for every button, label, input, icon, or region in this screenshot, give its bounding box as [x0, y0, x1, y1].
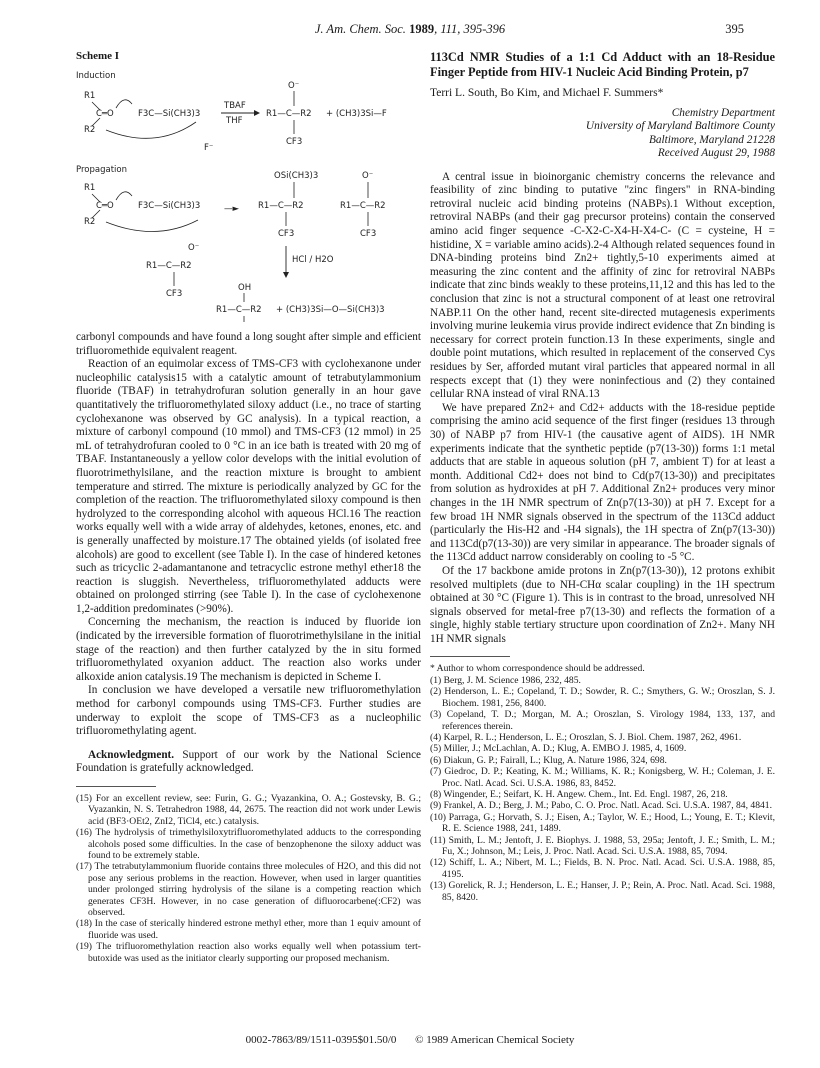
running-header: [0, 22, 820, 40]
scheme-adduct1: R1—C—R2: [266, 109, 312, 119]
scheme-adduct4: R1—C—R2: [146, 261, 192, 271]
footnote-17: (17) The tetrabutylammonium fluoride contains three molecules of H2O, and this did not pose any serious problems in the reaction. However, when used in larger quantities under prolonged stirring hydrolysis of the silane is a competing reaction which generates CF3H. However, in no case generation of difluorocarbene(:CF2) was observed.: [76, 861, 421, 919]
left-paragraph-4: In conclusion we have developed a versatile new trifluoromethylation method for carbonyl compounds using TMS-CF3. Further studies are underway to exploit the scope of TMS-CF3 as a nucleophilic trifluoromethylating agent.: [76, 684, 421, 738]
left-footnotes: [76, 793, 421, 964]
footnote-12: (12) Schiff, L. A.; Nibert, M. L.; Fields, B. N. Proc. Natl. Acad. Sci. U.S.A. 1988, 85, 4195.: [430, 857, 775, 880]
scheme-reagent: F3C—Si(CH3)3: [138, 109, 201, 119]
footer-code: 0002-7863/89/1511-0395$01.50/0: [245, 1034, 397, 1046]
scheme-thf: THF: [226, 116, 243, 126]
scheme-adduct2: R1—C—R2: [258, 201, 304, 211]
footnote-18: (18) In the case of sterically hindered estrone methyl ether, more than 1 equiv amount of fluoride was used.: [76, 918, 421, 941]
scheme-side1: + (CH3)3Si—F: [326, 109, 387, 119]
left-paragraph-3: Concerning the mechanism, the reaction is induced by fluoride ion (indicated by the irreversible formation of fluorotrimethylsilane in the initial stage of the reaction) and then further catalyzed by the in situ formed trifluoromethylated oxyanion adduct. The reaction also works under alkoxide anion catalysis.19 The mechanism is depicted in Scheme I.: [76, 616, 421, 683]
page-number: 395: [725, 22, 744, 36]
received-date: Received August 29, 1988: [657, 147, 775, 160]
article-paragraph-2: We have prepared Zn2+ and Cd2+ adducts with the 18-residue peptide comprising the amino acid sequence of the first finger (residues 13 through 30) of NABP p7 from HIV-1 (the causative agent of AIDS). 1H NMR experiments indicate that the synthetic peptide (p7(13-30)) forms 1:1 metal adducts that are stable in aqueous solution (pH 7, ambient T) for at least a month. Additional Cd2+ does not bind to Cd(p7(13-30)) and precipitates from solution as hydroxides at pH 7. Additional Zn2+ produces very minor changes in the 1H NMR spectrum of Zn(p7(13-30)) at pH 7. Except for a few broad 1H NMR signals observed in the spectrum of the 113Cd adduct (particularly the His-H2 and -H4 signals), the 1H spectra of Zn(p7(13-30)) and 113Cd(p7(13-30)) are very similar in appearance. The broader signals of the 113Cd adduct narrow considerably on cooling to -5 °C.: [430, 401, 775, 564]
scheme-r1-b: R1: [84, 183, 96, 193]
footnote-13: (13) Gorelick, R. J.; Henderson, L. E.; Hanser, J. P.; Rein, A. Proc. Natl. Acad. Sci. 1988, 85, 8420.: [430, 880, 775, 903]
left-paragraph-1: carbonyl compounds and have found a long sought after simple and efficient trifluoromethide equivalent reagent.: [76, 331, 421, 357]
scheme-oh: OH: [238, 283, 252, 293]
scheme-adduct3: R1—C—R2: [340, 201, 386, 211]
scheme-carbonyl: C═O: [96, 109, 114, 119]
scheme-hcl: HCl / H2O: [292, 255, 334, 265]
footnote-1: (1) Berg, J. M. Science 1986, 232, 485.: [430, 674, 581, 686]
article-paragraph-3: Of the 17 backbone amide protons in Zn(p7(13-30)), 12 protons exhibit resolved multiplets (due to NH-CHα scalar coupling) in the 1H spectrum obtained at 30 °C (Figure 1). This is in contrast to the broad, unresolved NH signals observed for metal-free p7(13-30) and reflects the formation of a single, highly stable tertiary structure upon coordination of Zn2+. Many NH 1H NMR signals: [430, 564, 775, 645]
scheme-r1: R1: [84, 91, 96, 101]
scheme-o-minus-c: O⁻: [362, 171, 374, 181]
scheme-final-product: R1—C—R2: [216, 305, 262, 315]
affiliation-city: Baltimore, Maryland 21228: [648, 133, 775, 146]
article-title: 113Cd NMR Studies of a 1:1 Cd Adduct with an 18-Residue Finger Peptide from HIV-1 Nucleic Acid Binding Protein, p7: [430, 50, 775, 79]
footnote-rule: [76, 786, 156, 787]
footnote-9: (9) Frankel, A. D.; Berg, J. M.; Pabo, C. O. Proc. Natl. Acad. Sci. U.S.A. 1987, 84, 4841.: [430, 800, 772, 812]
acknowledgment-label: Acknowledgment.: [88, 748, 175, 761]
scheme-cf3-a: CF3: [286, 137, 303, 147]
journal-citation: J. Am. Chem. Soc. 1989, 111, 395-396: [314, 22, 506, 36]
affiliation-dept: Chemistry Department: [671, 106, 775, 119]
footnote-5: (5) Miller, J.; McLachlan, A. D.; Klug, A. EMBO J. 1985, 4, 1609.: [430, 743, 687, 755]
scheme-cf3-c: CF3: [360, 229, 377, 239]
scheme-arrow-b: —►: [224, 204, 240, 214]
scheme-oxyanion: O⁻: [288, 81, 300, 91]
acknowledgment: [76, 749, 421, 776]
footnote-3: (3) Copeland, T. D.; Morgan, M. A.; Oroszlan, S. Virology 1984, 133, 137, and references therein.: [430, 709, 775, 732]
journal-volume: 111,: [440, 22, 461, 36]
footnote-author: * Author to whom correspondence should be addressed.: [430, 663, 645, 675]
footnote-8: (8) Wingender, E.; Seifart, K. H. Angew. Chem., Int. Ed. Engl. 1987, 26, 218.: [430, 788, 728, 800]
footer-copyright: © 1989 American Chemical Society: [415, 1034, 575, 1046]
scheme-cf3-b: CF3: [278, 229, 295, 239]
scheme-osi: OSi(CH3)3: [274, 171, 319, 181]
scheme-reagent-b: F3C—Si(CH3)3: [138, 201, 201, 211]
article-authors: Terri L. South, Bo Kim, and Michael F. Summers*: [430, 87, 664, 99]
footnote-15: (15) For an excellent review, see: Furin, G. G.; Vyazankina, O. A.; Gostevsky, B. G.; Vyazankin, N. S. Tetrahedron 1988, 44, 2675. The reaction did not work under Lewis acid (BF3·OEt2, ZnI2, TiCl4, etc.) catalysis.: [76, 793, 421, 827]
footnote-7: (7) Giedroc, D. P.; Keating, K. M.; Williams, K. R.; Konigsberg, W. H.; Coleman, J. E. Proc. Natl. Acad. Sci. U.S.A. 1986, 83, 8452.: [430, 766, 775, 789]
page-footer: [0, 1034, 820, 1046]
footnote-10: (10) Parraga, G.; Horvath, S. J.; Eisen, A.; Taylor, W. E.; Hood, L.; Young, E. T.; Klevit, R. E. Science 1988, 241, 1489.: [430, 811, 775, 835]
footnote-6: (6) Diakun, G. P.; Fairall, L.; Klug, A. Nature 1986, 324, 698.: [430, 754, 667, 766]
scheme-r2-b: R2: [84, 217, 96, 227]
scheme-carbonyl-b: C═O: [96, 201, 114, 211]
scheme-propagation-label: Propagation: [76, 165, 127, 175]
affiliation-university: University of Maryland Baltimore County: [585, 120, 775, 133]
scheme-label: Scheme I: [76, 50, 120, 62]
reaction-scheme: [76, 50, 421, 325]
footnote-16: (16) The hydrolysis of trimethylsiloxytrifluoromethylated adducts to the corresponding alcohols posed some difficulties. In the case of benzophenone the siloxy adduct was found to be extremely stable.: [76, 827, 421, 862]
footnote-11: (11) Smith, L. M.; Jentoft, J. E. Biophys. J. 1988, 53, 295a; Jentoft, J. E.; Smith, L. M.; Fu, X.; Johnson, M.; Leis, J. Proc. Natl. Acad. Sci. U.S.A. 1988, 85, 7094.: [430, 834, 775, 857]
article-paragraph-1: A central issue in bioinorganic chemistry concerns the relevance and feasibility of zinc binding to putative "zinc fingers" in RNA-binding retroviral nucleic acid binding proteins (NABPs).1 Without exception, retroviral NABPs (and their gag precursor proteins) contain the conserved amino acid finger sequence -C-X2-C-X4-H-X4-C- (C = cysteine, H = histidine, X = variable amino acids).2-4 Although related sequences found in DNA-binding proteins bind Zn2+ tightly,5-10 experiments aimed at measuring the zinc content and the affinity of zinc for retroviral NABPs indicate that zinc binds weakly to these proteins,11,12 and this has led to the conclusion that zinc is not a structural component of at least one retroviral NABP.11 On the other hand, recent site-directed mutagenesis experiments involving murine leukemia virus provide indirect evidence that Zn binding is necessary for correct protein function.13 In these experiments, single and double point mutations, which resulted in replacement of the conserved Cys residues by Ser, afforded mutant viral particles that appeared normal in all respects except that (1) they were noninfectious and (2) they contained cellular RNA instead of viral RNA.13: [430, 170, 775, 401]
left-paragraph-2: Reaction of an equimolar excess of TMS-CF3 with cyclohexanone under nucleophilic catalysis15 with a catalytic amount of tetrabutylammonium fluoride (TBAF) in tetrahydrofuran solution generally in an hour gave quantitatively the trifluoromethylated siloxy adduct (i.e., no trace of starting cyclohexanone was observed by GC analysis). In a typical reaction, a mixture of carbonyl compound (10 mmol) and TMS-CF3 (12 mmol) in 25 mL of tetrahydrofuran cooled to 0 °C in an ice bath is treated with 20 mg of TBAF. Instantaneously a yellow color develops with the initial evolution of fluorotrimethylsilane, and the reaction mixture is brought to ambient temperature and stirred. The mixture is periodically analyzed by GC for the completion of the reaction. The trifluoromethylated siloxy compound is then hydrolyzed to the corresponding alcohol with aqueous HCl.16 The reaction works equally well with a wide array of aldehydes, ketones, enones, etc. and is generally unaffected by moisture.17 The obtained yields (of isolated free alcohols) are good to excellent (see Table I). In the case of hindered ketones such as tricyclic 2-adamantanone and tetracyclic estrone methyl ether18 the reaction is sluggish. Nevertheless, trifluoromethylated adducts were obtained on prolonged stirring (see Table I). In the case of cyclohexenone 1,2-addition predominates (>90%).: [76, 358, 421, 615]
scheme-r2: R2: [84, 125, 96, 135]
scheme-tbaf: TBAF: [224, 101, 246, 111]
journal-pages: 395-396: [463, 22, 506, 36]
article-footnote-rule: [430, 656, 510, 657]
scheme-o-minus-b: O⁻: [188, 243, 200, 253]
scheme-drawing: [76, 50, 421, 325]
scheme-fluoride: F⁻: [204, 143, 214, 153]
journal-name: J. Am. Chem. Soc.: [314, 22, 406, 36]
footnote-4: (4) Karpel, R. L.; Henderson, L. E.; Oroszlan, S. J. Biol. Chem. 1987, 262, 4961.: [430, 731, 742, 743]
scheme-final-side: + (CH3)3Si—O—Si(CH3)3: [276, 305, 385, 315]
journal-year: 1989: [409, 22, 435, 36]
right-column: [430, 50, 775, 903]
footnote-2: (2) Henderson, L. E.; Copeland, T. D.; Sowder, R. C.; Smythers, G. W.; Oroszlan, S. J. Biochem. 1981, 256, 8400.: [430, 686, 775, 709]
scheme-induction-label: Induction: [76, 71, 116, 81]
acknowledgment-text: Support of our work by the National Science Foundation is gratefully acknowledged.: [76, 748, 421, 775]
article-footnotes: [430, 663, 775, 903]
footnote-19: (19) The trifluoromethylation reaction also works equally well when potassium tert-butoxide was used as the initiator clearly supporting our proposed mechanism.: [76, 941, 421, 964]
left-column: [76, 50, 421, 964]
scheme-cf3-d: CF3: [166, 289, 183, 299]
